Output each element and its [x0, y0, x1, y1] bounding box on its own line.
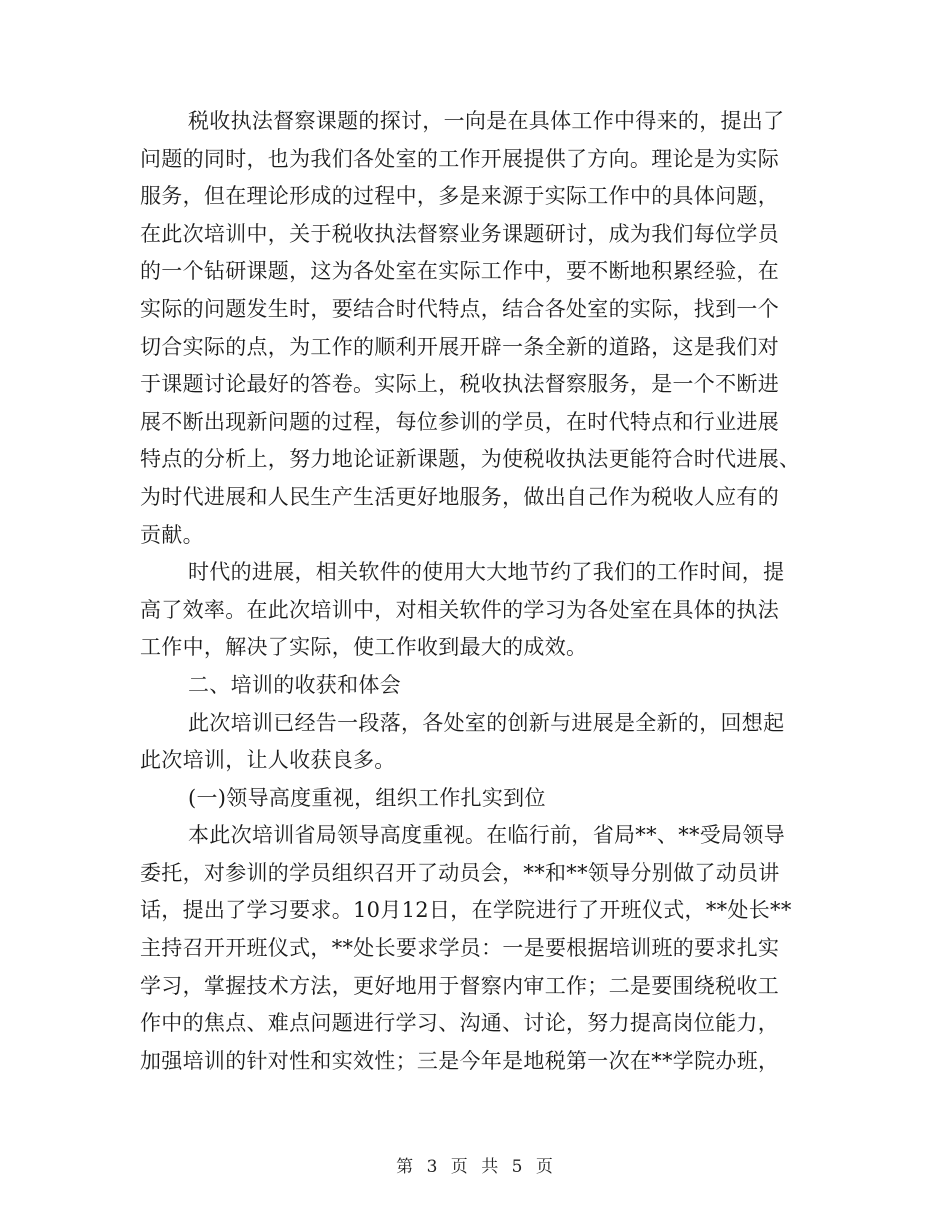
- paragraph-software: [140, 554, 800, 667]
- text-line: 问题的同时，也为我们各处室的工作开展提供了方向。理论是为实际: [140, 146, 779, 171]
- text-line: 本此次培训省局领导高度重视。在临行前，省局**、**受局领导: [188, 823, 785, 848]
- text-line: 话，提出了学习要求。10月12日，在学院进行了开班仪式，**处长**: [140, 898, 792, 923]
- text-line: 实际的问题发生时，要结合时代特点，结合各处室的实际，找到一个: [140, 296, 779, 321]
- text-line: 委托，对参训的学员组织召开了动员会，**和**领导分别做了动员讲: [140, 860, 780, 885]
- page-footer: [0, 1152, 950, 1177]
- footer-ye: 页: [450, 1157, 469, 1177]
- paragraph-leadership: [140, 817, 800, 1080]
- text-line: 主持召开开班仪式，**处长要求学员：一是要根据培训班的要求扎实: [140, 936, 780, 961]
- text-line: 此次培训，让人收获良多。: [140, 748, 396, 773]
- text-line: 特点的分析上，努力地论证新课题，为使税收执法更能符合时代进展、: [140, 447, 800, 472]
- body-text: [140, 103, 800, 1080]
- footer-gong: 共: [481, 1157, 500, 1177]
- text-line: 展不断出现新问题的过程，每位参训的学员，在时代特点和行业进展: [140, 409, 779, 434]
- heading-line: 二、培训的收获和体会: [188, 672, 401, 697]
- text-line: 税收执法督察课题的探讨，一向是在具体工作中得来的，提出了: [188, 109, 785, 133]
- subsection-heading: [140, 780, 800, 818]
- footer-ye2: 页: [535, 1157, 554, 1177]
- footer-di: 第: [396, 1157, 415, 1177]
- text-line: 服务，但在理论形成的过程中，多是来源于实际工作中的具体问题，: [140, 184, 779, 209]
- text-line: 于课题讨论最好的答卷。实际上，税收执法督察服务，是一个不断进: [140, 372, 779, 397]
- text-line: 加强培训的针对性和实效性；三是今年是地税第一次在**学院办班，: [140, 1048, 780, 1073]
- text-line: 高了效率。在此次培训中，对相关软件的学习为各处室在具体的执法: [140, 597, 779, 622]
- text-line: 的一个钻研课题，这为各处室在实际工作中，要不断地积累经验，在: [140, 259, 779, 284]
- text-line: 学习，掌握技术方法，更好地用于督察内审工作；二是要围绕税收工: [140, 973, 779, 998]
- text-line: 作中的焦点、难点问题进行学习、沟通、讨论，努力提高岗位能力，: [140, 1011, 779, 1036]
- text-line: 工作中，解决了实际，使工作收到最大的成效。: [140, 635, 588, 660]
- heading-line: (一)领导高度重视，组织工作扎实到位: [188, 785, 546, 810]
- text-line: 此次培训已经告一段落，各处室的创新与进展是全新的，回想起: [188, 710, 785, 735]
- text-line: 贡献。: [140, 522, 204, 547]
- page-total: 5: [511, 1157, 524, 1177]
- section-heading: [140, 667, 800, 705]
- paragraph-training-end: [140, 705, 800, 780]
- page-number: 3: [426, 1157, 439, 1177]
- text-line: 为时代进展和人民生产生活更好地服务，做出自己作为税收人应有的: [140, 484, 779, 509]
- text-line: 切合实际的点，为工作的顺利开展开辟一条全新的道路，这是我们对: [140, 334, 779, 359]
- paragraph-tax-topic: [140, 103, 800, 554]
- text-line: 时代的进展，相关软件的使用大大地节约了我们的工作时间，提: [188, 560, 785, 585]
- text-line: 在此次培训中，关于税收执法督察业务课题研讨，成为我们每位学员: [140, 221, 779, 246]
